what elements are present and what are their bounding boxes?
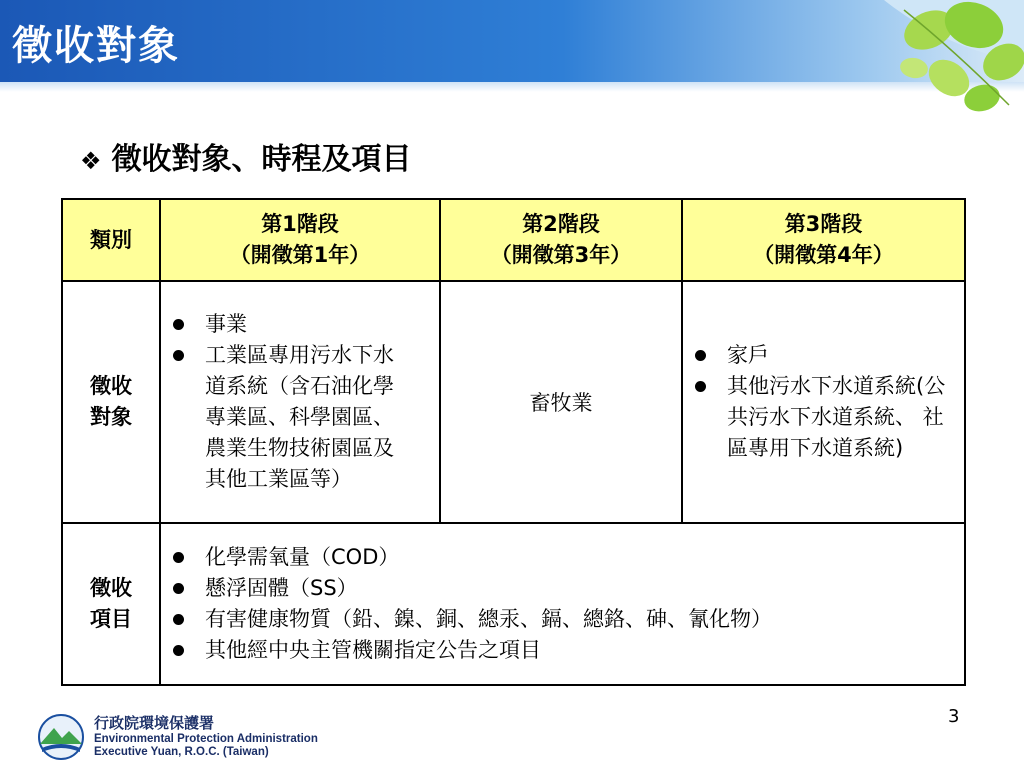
table-row-items: [62, 523, 965, 685]
organization-block: [94, 713, 318, 759]
list-item: 事業: [161, 309, 411, 340]
list-item: 化學需氧量（COD）: [161, 542, 964, 573]
items-label-line2: 項目: [90, 607, 132, 631]
phase-2-year: （開徵第3年）: [490, 243, 632, 267]
phase-2-targets: 畜牧業: [440, 281, 682, 523]
list-item: 工業區專用污水下水道系統（含石油化學專業區、科學園區、農業生物技術園區及其他工業區等）: [161, 340, 411, 495]
list-item: 其他經中央主管機關指定公告之項目: [161, 635, 964, 666]
items-label-line1: 徵收: [90, 576, 132, 600]
list-item: 有害健康物質（鉛、鎳、銅、總汞、鎘、總鉻、砷、氰化物）: [161, 604, 964, 635]
list-item: 懸浮固體（SS）: [161, 573, 964, 604]
phase-2-header: [440, 199, 682, 281]
list-item: 家戶: [683, 340, 956, 371]
table-header-row: [62, 199, 965, 281]
org-english-line1: Environmental Protection Administration: [94, 733, 318, 745]
section-heading-text: 徵收對象、時程及項目: [111, 142, 412, 177]
phase-1-header: [160, 199, 440, 281]
table-row-targets: [62, 281, 965, 523]
header-bar: [0, 0, 1024, 88]
targets-label-line1: 徵收: [90, 374, 132, 398]
epa-logo-icon: [36, 714, 86, 760]
phase-1-title: 第1階段: [261, 212, 339, 236]
phase-3-title: 第3階段: [784, 212, 863, 236]
targets-label: [62, 281, 160, 523]
diamond-bullet-icon: ❖: [80, 147, 102, 175]
phase-3-year: （開徵第4年）: [753, 243, 894, 267]
levy-items-cell: [160, 523, 965, 685]
targets-label-line2: 對象: [90, 405, 132, 429]
section-heading: [80, 134, 412, 178]
phase-3-header: [682, 199, 965, 281]
items-label: [62, 523, 160, 685]
phase-3-targets: [682, 281, 965, 523]
category-header: 類別: [62, 199, 160, 281]
levy-table: [61, 198, 966, 686]
phase-1-year: （開徵第1年）: [229, 243, 371, 267]
header-underline: [0, 82, 1024, 92]
phase-1-targets: [160, 281, 440, 523]
list-item: 其他污水下水道系統(公共污水下水道系統、 社區專用下水道系統): [683, 371, 956, 464]
phase-2-title: 第2階段: [522, 212, 600, 236]
leaves-decoration-icon: [874, 0, 1024, 125]
page-title: 徵收對象: [12, 23, 180, 69]
org-english-line2: Executive Yuan, R.O.C. (Taiwan): [94, 746, 269, 758]
org-chinese-name: 行政院環境保護署: [94, 714, 215, 732]
page-number: 3: [948, 706, 960, 727]
